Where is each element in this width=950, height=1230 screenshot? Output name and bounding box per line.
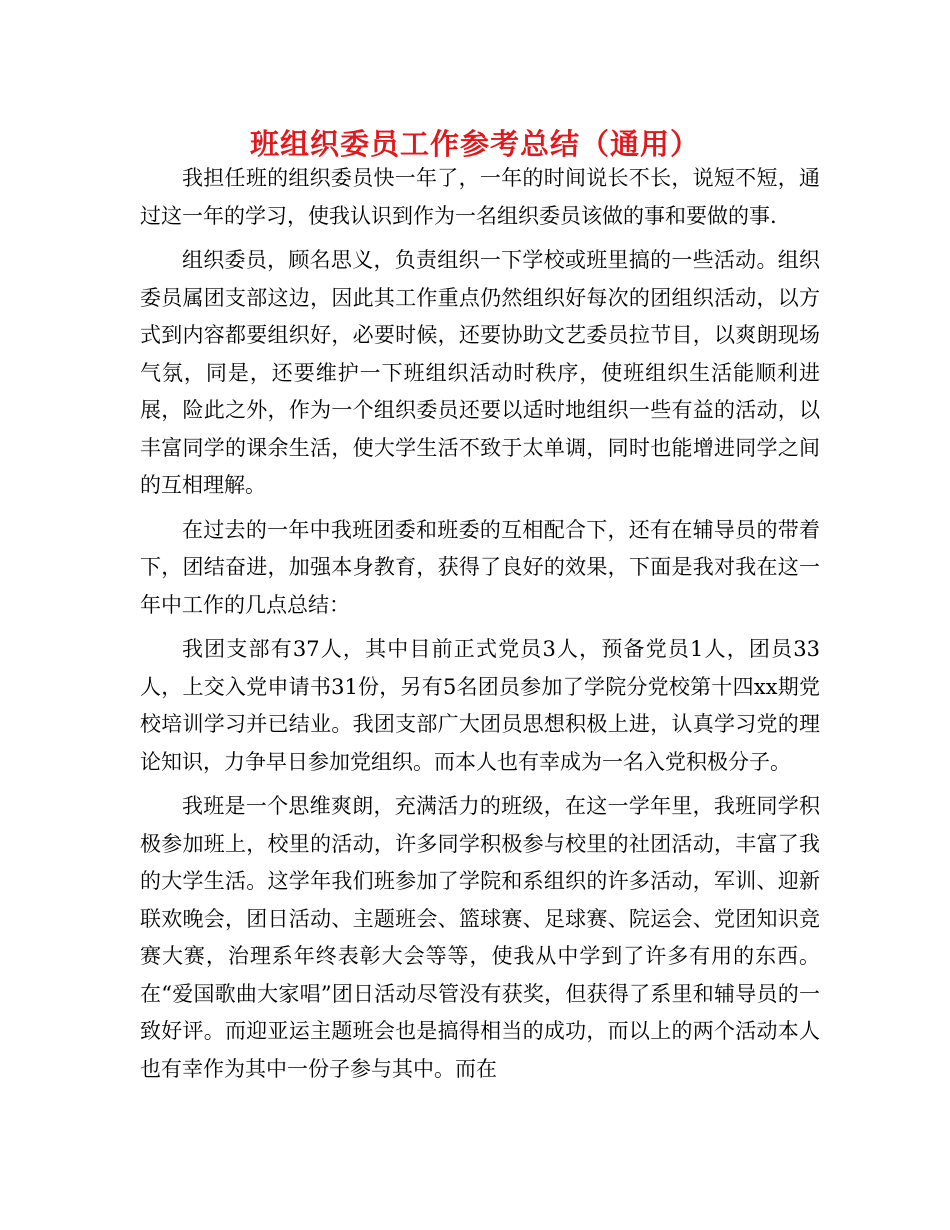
document-title: 班组织委员工作参考总结（通用） bbox=[249, 127, 700, 161]
document-body bbox=[140, 160, 820, 1095]
paragraph-1: 我担任班的组织委员快一年了，一年的时间说长不长，说短不短，通过这一年的学习，使我认识到作为一名组织委员该做的事和要做的事. bbox=[140, 166, 820, 228]
paragraph-3: 在过去的一年中我班团委和班委的互相配合下，还有在辅导员的带着下，团结奋进，加强本身教育，获得了良好的效果，下面是我对我在这一年中工作的几点总结： bbox=[140, 517, 820, 617]
paragraph-4: 我团支部有37人，其中目前正式党员3人，预备党员1人，团员33人，上交入党申请书31份，另有5名团员参加了学院分党校第十四xx期党校培训学习并已结业。我团支部广大团员思想积极上进，认真学习党的理论知识，力争早日参加党组织。而本人也有幸成为一名入党积极分子。 bbox=[140, 637, 820, 774]
paragraph-5: 我班是一个思维爽朗，充满活力的班级，在这一学年里，我班同学积极参加班上，校里的活动，许多同学积极参与校里的社团活动，丰富了我的大学生活。这学年我们班参加了学院和系组织的许多活动，军训、迎新联欢晚会，团日活动、主题班会、篮球赛、足球赛、院运会、党团知识竞赛大赛，治理系年终表彰大会等等，使我从中学到了许多有用的东西。在“爱国歌曲大家唱”团日活动尽管没有获奖，但获得了系里和辅导员的一致好评。而迎亚运主题班会也是搞得相当的成功，而以上的两个活动本人也有幸作为其中一份子参与其中。而在 bbox=[140, 794, 820, 1081]
paragraph-2: 组织委员，顾名思义，负责组织一下学校或班里搞的一些活动。组织委员属团支部这边，因此其工作重点仍然组织好每次的团组织活动，以方式到内容都要组织好，必要时候，还要协助文艺委员拉节目，以爽朗现场气氛，同是，还要维护一下班组织活动时秩序，使班组织生活能顺利进展，险此之外，作为一个组织委员还要以适时地组织一些有益的活动，以丰富同学的课余生活，使大学生活不致于太单调，同时也能增进同学之间的互相理解。 bbox=[140, 248, 820, 497]
